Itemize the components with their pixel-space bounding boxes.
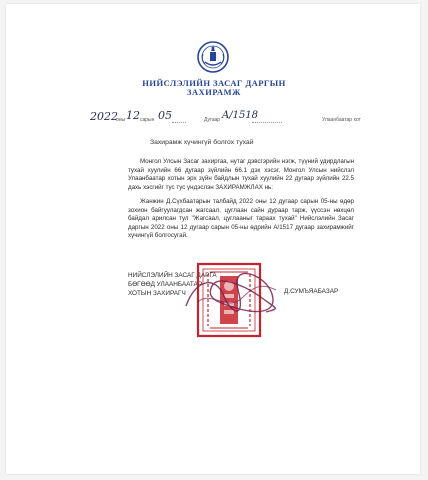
state-emblem-icon bbox=[195, 40, 231, 74]
date-month: 12 bbox=[126, 109, 140, 122]
year-label: оны bbox=[116, 117, 126, 123]
organization-title: НИЙСЛЭЛИЙН ЗАСАГ ДАРГЫН bbox=[142, 78, 286, 88]
handwritten-signature bbox=[176, 268, 288, 328]
date-number-row bbox=[0, 110, 428, 128]
signatory-name: Д.СУМЪЯАБАЗАР bbox=[284, 288, 339, 295]
document-type-title: ЗАХИРАМЖ bbox=[186, 88, 242, 97]
month-label: сарын bbox=[140, 117, 155, 123]
document-subject: Захирамж хүчингүй болгох тухай bbox=[150, 139, 254, 146]
number-dotted-line bbox=[252, 122, 282, 123]
date-year: 2022 bbox=[90, 110, 118, 123]
body-paragraph-1: Монгол Улсын Засаг захиргаа, нутаг дэвсгэрийн нэгж, түүний удирдлагын тухай хуулийн 66 дугаар зүйлийн 66.1 дэх хэсэг, Монгол Улсын нийслэл Улаанбаатар хотын эрх зүйн байдлын тухай хуулийн 22 дугаар зүйлийн 22.5 дахь хэсгийг тус тус үндэслэн ЗАХИРАМЖЛАХ нь: bbox=[128, 158, 354, 191]
place-label: Улаанбаатар хот bbox=[322, 117, 361, 123]
date-dotted-line bbox=[172, 122, 186, 123]
number-label: Дугаар bbox=[204, 117, 221, 123]
signatory-title-line-1: НИЙСЛЭЛИЙН ЗАСАГ ДАРГА bbox=[128, 272, 217, 279]
body-paragraph-2: Жанжин Д.Сүхбаатарын талбайд 2022 оны 12 дугаар сарын 05-ны өдөр зохион байгуулагдсан жагсаал, цуглаан сайн дураар тарж, үүссэн нөхцөл байдал арилсан тул "Жагсаал, цуглааныг тараах тухай" Нийслэлийн Засаг даргын 2022 оны 12 дугаар сарын 05-ны өдрийн А/1517 дугаар захирамжийг хүчингүй болгосугай. bbox=[128, 198, 354, 240]
signatory-title-line-2: БӨГӨӨД УЛААНБААТАР bbox=[128, 281, 203, 288]
date-day: 05 bbox=[158, 109, 172, 122]
document-number: A/1518 bbox=[222, 110, 259, 121]
signatory-title-line-3: ХОТЫН ЗАХИРАГЧ bbox=[128, 290, 186, 297]
